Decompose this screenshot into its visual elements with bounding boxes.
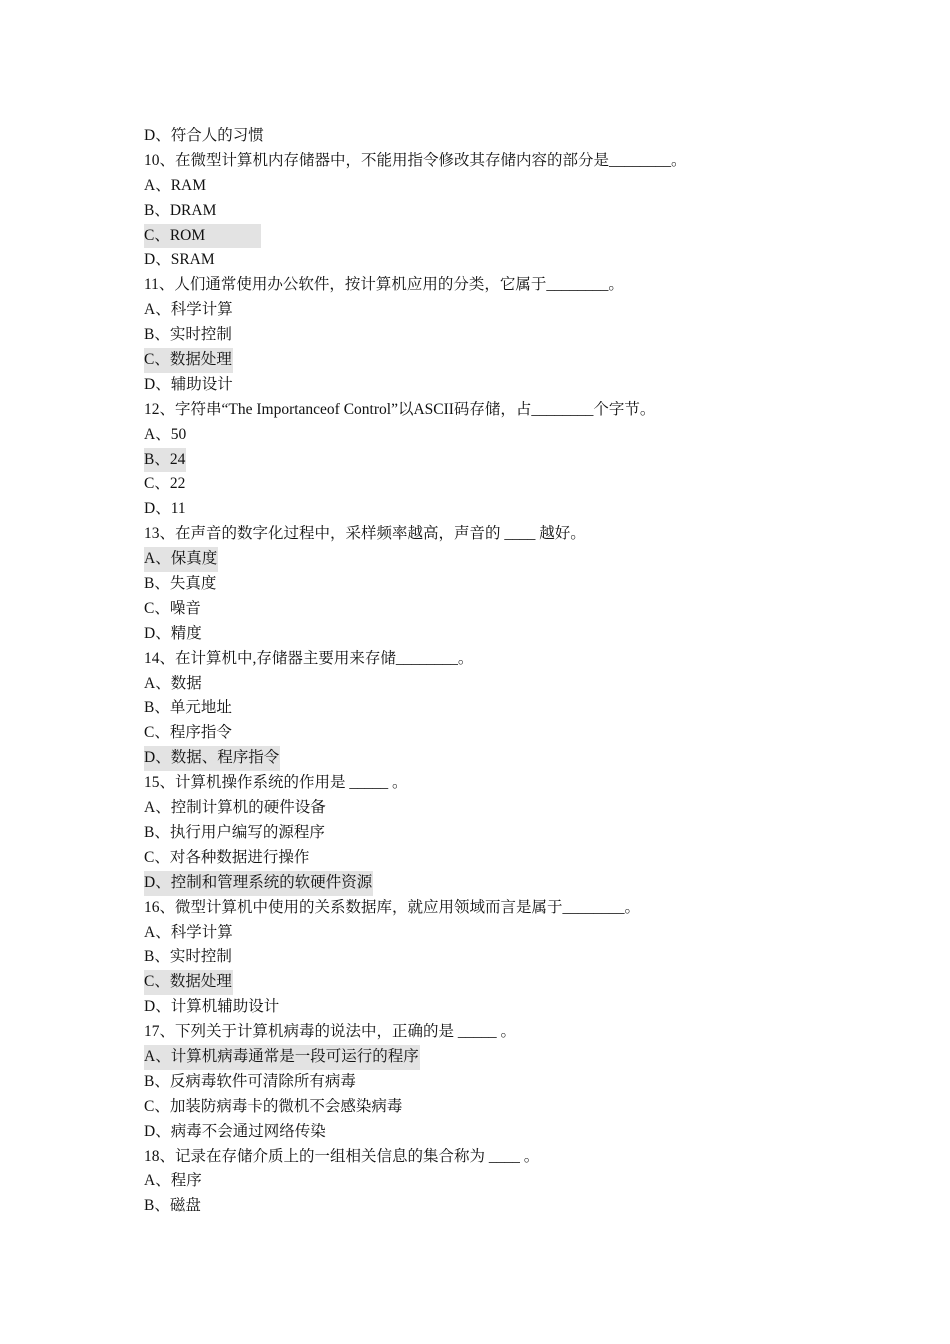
line-text: D、计算机辅助设计 — [144, 998, 280, 1016]
question-stem — [144, 522, 688, 547]
answer-option — [144, 672, 688, 697]
line-text: B、实时控制 — [144, 326, 232, 344]
answer-option — [144, 796, 688, 821]
highlighted-answer-text: D、控制和管理系统的软硬件资源 — [144, 871, 373, 896]
question-stem — [144, 647, 688, 672]
highlighted-answer-text: B、24 — [144, 448, 186, 473]
question-stem — [144, 1145, 688, 1170]
question-stem — [144, 771, 688, 796]
line-text: D、SRAM — [144, 251, 215, 269]
answer-option — [144, 746, 688, 771]
answer-option — [144, 871, 688, 896]
line-text: B、反病毒软件可清除所有病毒 — [144, 1072, 356, 1090]
answer-option — [144, 1070, 688, 1095]
line-text: C、加装防病毒卡的微机不会感染病毒 — [144, 1097, 403, 1115]
answer-option — [144, 547, 688, 572]
line-text: B、单元地址 — [144, 699, 232, 717]
answer-option — [144, 124, 688, 149]
line-text: D、辅助设计 — [144, 375, 233, 393]
answer-option — [144, 721, 688, 746]
line-text: A、RAM — [144, 176, 207, 194]
question-stem — [144, 1020, 688, 1045]
answer-option — [144, 448, 688, 473]
line-text: D、精度 — [144, 624, 202, 642]
line-text: B、磁盘 — [144, 1197, 201, 1215]
answer-option — [144, 921, 688, 946]
line-text: D、病毒不会通过网络传染 — [144, 1122, 326, 1140]
line-text: 15、计算机操作系统的作用是 _____ 。 — [144, 774, 408, 792]
answer-option — [144, 199, 688, 224]
answer-option — [144, 298, 688, 323]
highlighted-answer-text: A、保真度 — [144, 547, 218, 572]
question-list — [144, 124, 688, 1219]
line-text: A、数据 — [144, 674, 202, 692]
line-text: B、DRAM — [144, 201, 217, 219]
line-text: 14、在计算机中,存储器主要用来存储________。 — [144, 649, 474, 667]
answer-option — [144, 597, 688, 622]
highlighted-answer-text: A、计算机病毒通常是一段可运行的程序 — [144, 1045, 420, 1070]
line-text: 13、在声音的数字化过程中，采样频率越高，声音的 ____ 越好。 — [144, 525, 586, 543]
line-text: 17、下列关于计算机病毒的说法中，正确的是 _____ 。 — [144, 1023, 517, 1041]
line-text: 11、人们通常使用办公软件，按计算机应用的分类，它属于________。 — [144, 276, 624, 294]
answer-option — [144, 846, 688, 871]
answer-option — [144, 323, 688, 348]
line-text: B、实时控制 — [144, 948, 232, 966]
highlighted-answer-text: D、数据、程序指令 — [144, 746, 280, 771]
answer-option — [144, 995, 688, 1020]
answer-option — [144, 497, 688, 522]
highlighted-answer-text: C、ROM — [144, 224, 261, 249]
line-text: C、噪音 — [144, 599, 201, 617]
line-text: A、程序 — [144, 1172, 202, 1190]
answer-option — [144, 970, 688, 995]
line-text: C、程序指令 — [144, 724, 232, 742]
line-text: A、50 — [144, 425, 187, 443]
question-stem — [144, 398, 688, 423]
line-text: B、失真度 — [144, 575, 217, 593]
line-text: B、执行用户编写的源程序 — [144, 823, 325, 841]
line-text: C、对各种数据进行操作 — [144, 848, 310, 866]
answer-option — [144, 248, 688, 273]
answer-option — [144, 1169, 688, 1194]
answer-option — [144, 348, 688, 373]
answer-option — [144, 1095, 688, 1120]
line-text: D、11 — [144, 500, 186, 518]
line-text: D、符合人的习惯 — [144, 127, 264, 144]
line-text: 16、微型计算机中使用的关系数据库，就应用领域而言是属于________。 — [144, 898, 641, 916]
answer-option — [144, 1194, 688, 1219]
line-text: 12、字符串“The Importanceof Control”以ASCII码存储，占________个字节。 — [144, 400, 656, 418]
answer-option — [144, 423, 688, 448]
answer-option — [144, 373, 688, 398]
answer-option — [144, 472, 688, 497]
line-text: A、控制计算机的硬件设备 — [144, 799, 326, 817]
answer-option — [144, 821, 688, 846]
line-text: 10、在微型计算机内存储器中，不能用指令修改其存储内容的部分是________。 — [144, 151, 687, 169]
answer-option — [144, 1045, 688, 1070]
question-stem — [144, 273, 688, 298]
question-stem — [144, 896, 688, 921]
highlighted-answer-text: C、数据处理 — [144, 970, 233, 995]
answer-option — [144, 572, 688, 597]
answer-option — [144, 696, 688, 721]
answer-option — [144, 945, 688, 970]
line-text: C、22 — [144, 475, 186, 493]
answer-option — [144, 1120, 688, 1145]
answer-option — [144, 622, 688, 647]
answer-option — [144, 174, 688, 199]
answer-option — [144, 224, 688, 249]
line-text: 18、记录在存储介质上的一组相关信息的集合称为 ____ 。 — [144, 1147, 540, 1165]
highlighted-answer-text: C、数据处理 — [144, 348, 233, 373]
question-stem — [144, 149, 688, 174]
line-text: A、科学计算 — [144, 301, 233, 319]
line-text: A、科学计算 — [144, 923, 233, 941]
